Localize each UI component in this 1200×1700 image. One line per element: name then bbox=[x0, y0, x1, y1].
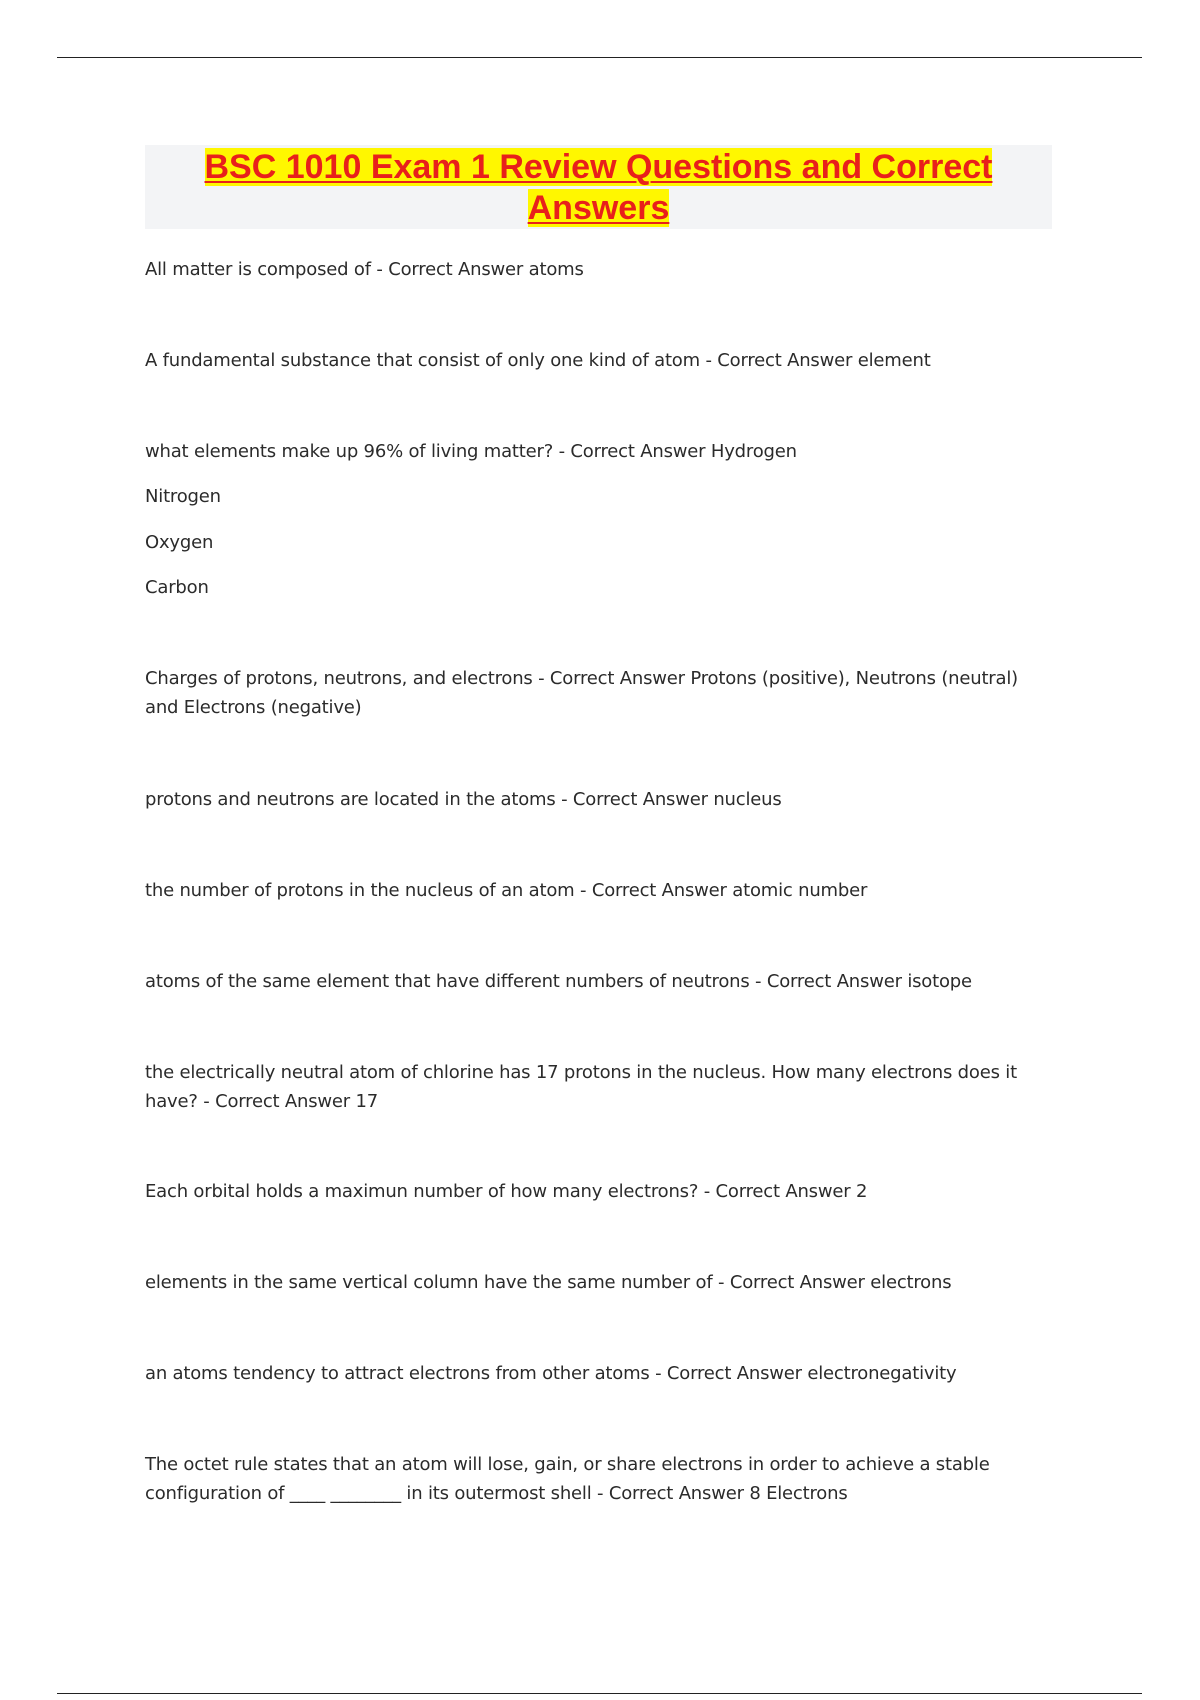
qa-item-9 bbox=[145, 1177, 1055, 1206]
question-text: what elements make up 96% of living matter? bbox=[145, 441, 554, 462]
answer-text: 17 bbox=[355, 1091, 379, 1112]
answer-marker: - Correct Answer bbox=[532, 668, 691, 689]
answer-marker: - Correct Answer bbox=[197, 1091, 356, 1112]
question-text: elements in the same vertical column have the same number of bbox=[145, 1272, 713, 1293]
qa-item-10 bbox=[145, 1268, 1055, 1297]
answer-text: 8 Electrons bbox=[749, 1483, 848, 1504]
question-text: Charges of protons, neutrons, and electrons bbox=[145, 668, 533, 689]
answer-text: atoms bbox=[528, 259, 584, 280]
question-text: The octet rule states that an atom will lose, gain, or share electrons in order to achieve a stable configuration of ____ ________ in its outermost shell bbox=[145, 1454, 990, 1504]
answer-text: Protons (positive), Neutrons (neutral) and Electrons (negative) bbox=[145, 668, 1018, 718]
answer-marker: - Correct Answer bbox=[749, 971, 908, 992]
answer-continuation: Oxygen bbox=[145, 532, 214, 553]
answer-marker: - Correct Answer bbox=[712, 1272, 871, 1293]
answer-text: electronegativity bbox=[807, 1363, 957, 1384]
document-title: BSC 1010 Exam 1 Review Questions and Correct Answers bbox=[204, 148, 993, 227]
answer-text: element bbox=[857, 350, 931, 371]
question-text: All matter is composed of bbox=[145, 259, 371, 280]
qa-item-2 bbox=[145, 346, 1055, 375]
question-text: atoms of the same element that have different numbers of neutrons bbox=[145, 971, 750, 992]
answer-marker: - Correct Answer bbox=[649, 1363, 808, 1384]
qa-item-5 bbox=[145, 785, 1055, 814]
question-text: the number of protons in the nucleus of an atom bbox=[145, 880, 575, 901]
answer-text: nucleus bbox=[713, 789, 782, 810]
answer-marker: - Correct Answer bbox=[699, 350, 858, 371]
answer-text: 2 bbox=[855, 1181, 868, 1202]
qa-item-7 bbox=[145, 967, 1055, 996]
answer-text: atomic number bbox=[732, 880, 868, 901]
page-bottom-rule bbox=[57, 1693, 1142, 1694]
answer-marker: - Correct Answer bbox=[698, 1181, 856, 1202]
qa-item-6 bbox=[145, 876, 1055, 905]
answer-text: isotope bbox=[907, 971, 972, 992]
title-box bbox=[145, 145, 1052, 229]
question-text: A fundamental substance that consist of only one kind of atom bbox=[145, 350, 700, 371]
qa-item-8 bbox=[145, 1058, 1055, 1116]
qa-item-1 bbox=[145, 255, 1055, 284]
answer-marker: - Correct Answer bbox=[370, 259, 529, 280]
page-top-rule bbox=[57, 57, 1142, 58]
question-text: protons and neutrons are located in the atoms bbox=[145, 789, 556, 810]
answer-text: electrons bbox=[870, 1272, 952, 1293]
answer-marker: - Correct Answer bbox=[574, 880, 733, 901]
answer-marker: - Correct Answer bbox=[553, 441, 711, 462]
answer-marker: - Correct Answer bbox=[591, 1483, 750, 1504]
qa-item-11 bbox=[145, 1359, 1055, 1388]
answer-marker: - Correct Answer bbox=[555, 789, 714, 810]
qa-item-4 bbox=[145, 664, 1055, 722]
answer-continuation: Nitrogen bbox=[145, 486, 221, 507]
answer-continuation: Carbon bbox=[145, 577, 209, 598]
answer-text: Hydrogen bbox=[710, 441, 797, 462]
qa-item-12 bbox=[145, 1450, 1055, 1508]
qa-item-3 bbox=[145, 437, 1055, 466]
question-text: Each orbital holds a maximun number of how many electrons? bbox=[145, 1181, 699, 1202]
question-text: an atoms tendency to attract electrons from other atoms bbox=[145, 1363, 650, 1384]
question-text: the electrically neutral atom of chlorine has 17 protons in the nucleus. How many electrons does it have? bbox=[145, 1062, 1017, 1112]
